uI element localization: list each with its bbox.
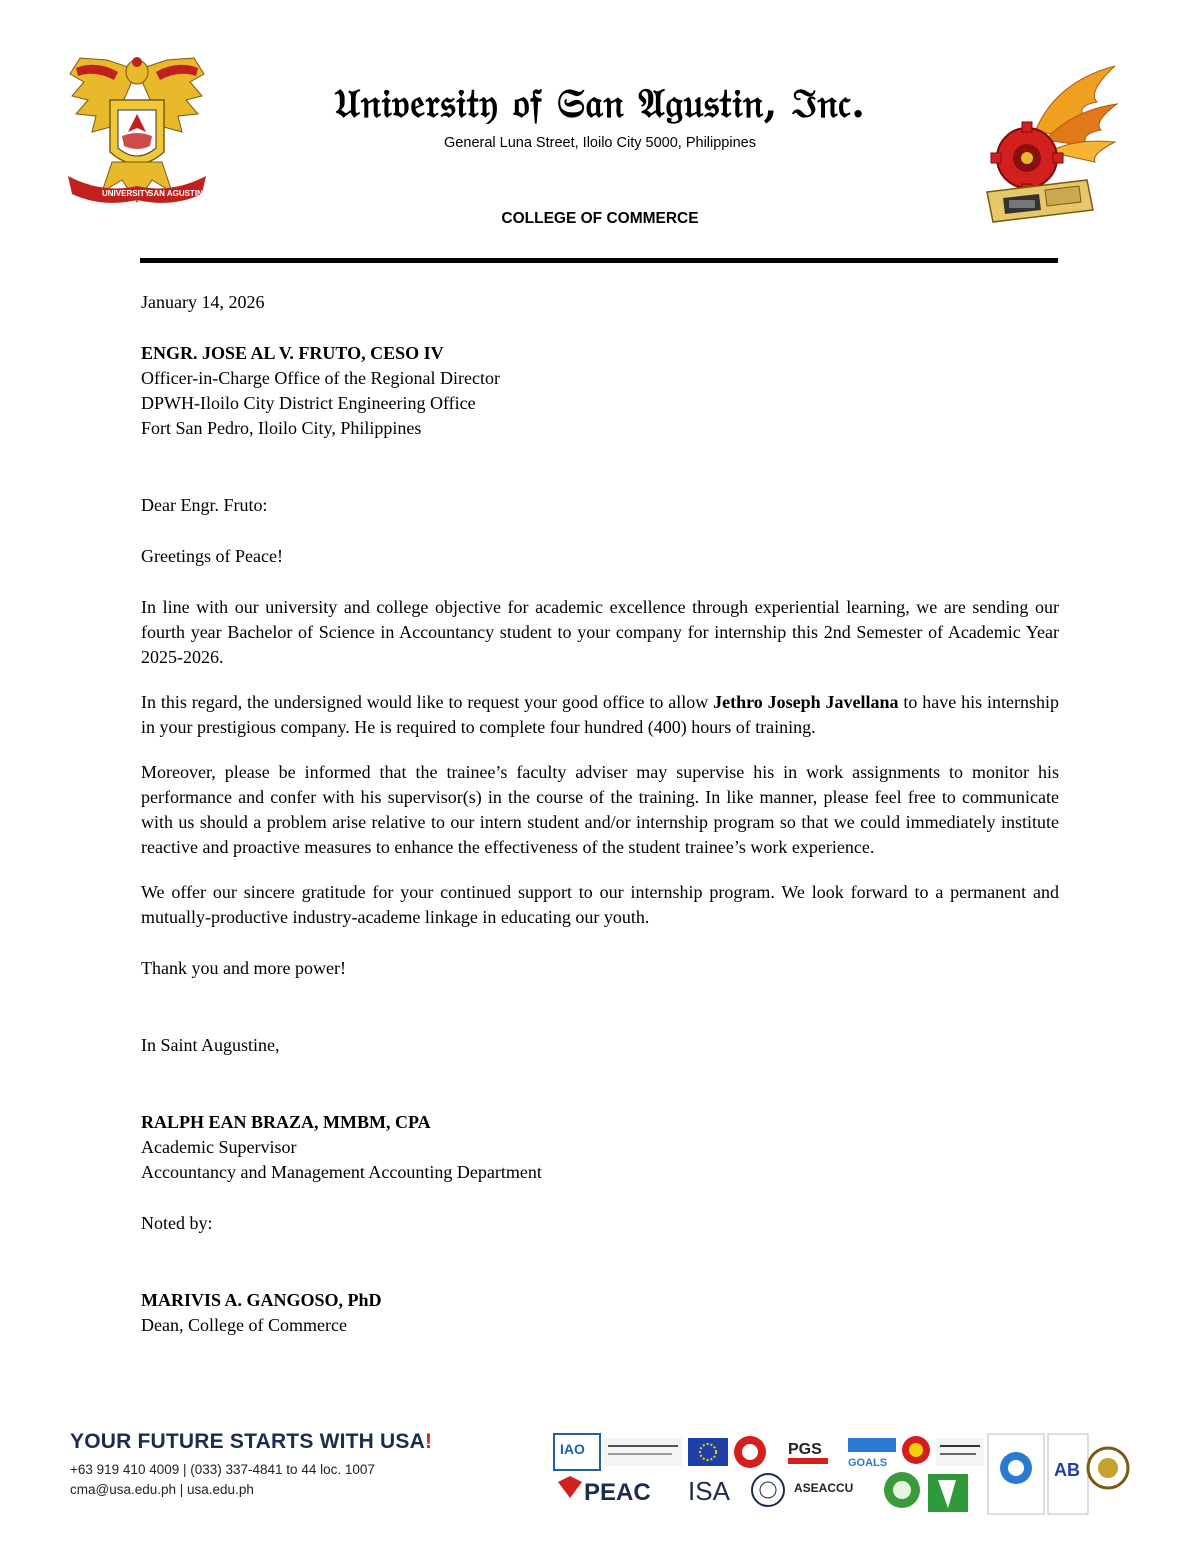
paragraph-3: Moreover, please be informed that the trainee’s faculty adviser may supervise his in work assignments to monitor his performance and confer with his supervisor(s) in the course of the training. In like manner, please feel free to communicate with us should a problem arise relative to our intern student and/or internship program so that we could immediately institute reactive and proactive measures to enhance the effectiveness of the student trainee’s work experience. [141,762,1059,857]
signatory-name: RALPH EAN BRAZA, MMBM, CPA [141,1112,431,1132]
logo-isa-label: ISA [688,1476,730,1506]
logo-pgs-label: PGS [788,1441,822,1458]
paragraph-1: In line with our university and college objective for academic excellence through experiential learning, we are sending our fourth year Bachelor of Science in Accountancy student to your company for internship this 2nd Semester of Academic Year 2025-2026. [141,597,1059,667]
letter-date: January 14, 2026 [141,292,265,312]
crest-ribbon-text-right: SAN AGUSTIN [148,189,203,198]
university-crest-logo [62,52,212,212]
svg-text:IAO: IAO [560,1441,585,1457]
paragraph-2-rest: to have his internship in your prestigious company. He is required to complete four hundred (400) hours of training. [141,692,1059,737]
logo-aseaccu-label: ASEACCU [794,1481,854,1495]
recipient-address: Fort San Pedro, Iloilo City, Philippines [141,418,422,438]
logo-ab-label: AB [1054,1460,1080,1480]
college-emblem-logo [975,62,1125,227]
student-name: Jethro Joseph Javellana [713,692,899,712]
noter-title: Dean, College of Commerce [141,1315,347,1335]
paragraph-2-lead: In this regard, the undersigned would like to request your good office to allow [141,692,714,712]
footer-phone: +63 919 410 4009 | (033) 337-4841 to 44 loc. 1007 [70,1462,375,1477]
crest-ribbon-text-left: UNIVERSITY [102,189,151,198]
university-name: 𝔘𝔫𝔦𝔳𝔢𝔯𝔰𝔦𝔱𝔶 𝔬𝔣 𝔖𝔞𝔫 𝔄𝔤𝔲𝔰𝔱𝔦𝔫, ℑ𝔫𝔠. [334,80,866,127]
recipient-name: ENGR. JOSE AL V. FRUTO, CESO IV [141,343,444,363]
noter-name: MARIVIS A. GANGOSO, PhD [141,1290,382,1310]
recipient-title: Officer-in-Charge Office of the Regional Director [141,368,500,388]
accreditation-logos-strip [552,1432,1132,1518]
logo-goals-label: GOALS [848,1457,888,1469]
university-address: General Luna Street, Iloilo City 5000, Philippines [444,135,756,151]
greeting: Greetings of Peace! [141,546,283,566]
paragraph-2 [141,690,1059,740]
closing: In Saint Augustine, [141,1035,280,1055]
footer-contact: cma@usa.edu.ph | usa.edu.ph [70,1482,254,1497]
recipient-office: DPWH-Iloilo City District Engineering Office [141,393,476,413]
salutation: Dear Engr. Fruto: [141,495,268,515]
paragraph-4: We offer our sincere gratitude for your continued support to our internship program. We look forward to a permanent and mutually-productive industry-academe linkage in educating our youth. [141,882,1059,927]
footer-tagline [70,1430,432,1454]
noted-by-label: Noted by: [141,1213,213,1233]
thanks-line: Thank you and more power! [141,958,346,978]
signatory-title: Academic Supervisor [141,1137,297,1157]
college-name: COLLEGE OF COMMERCE [501,210,699,227]
tagline-exclamation: ! [425,1430,433,1453]
logo-peac-label: PEAC [584,1479,651,1506]
signatory-department: Accountancy and Management Accounting Department [141,1162,542,1182]
tagline-text: YOUR FUTURE STARTS WITH USA [70,1430,425,1453]
header-divider [140,258,1058,263]
letter-body [141,290,1059,1338]
